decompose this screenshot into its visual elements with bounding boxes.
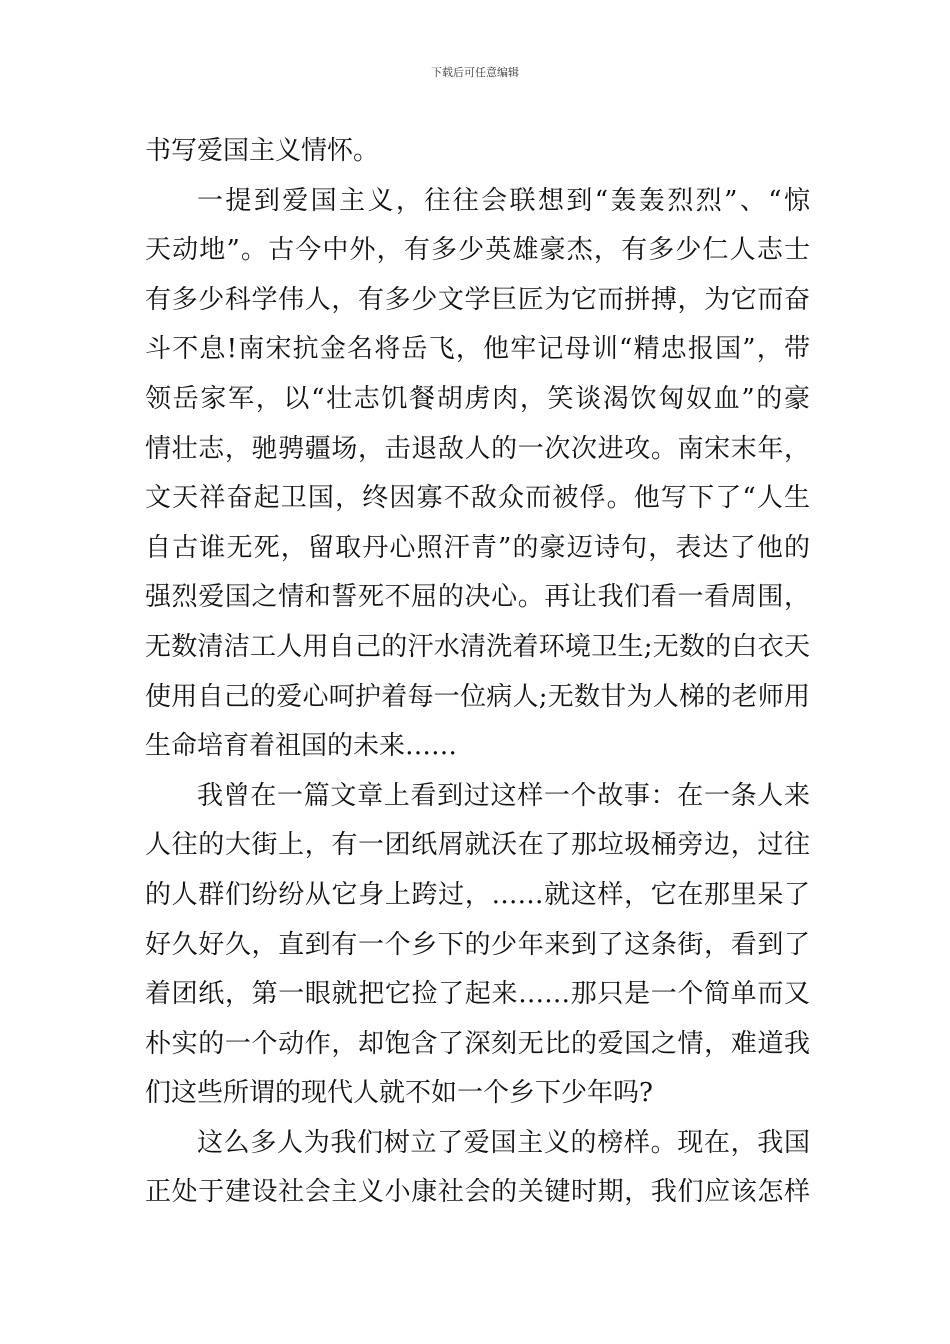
paragraph-first-line: 我曾在一篇文章上看到过这样一个故事：在一条人来 (197, 780, 810, 811)
text-line: 好久好久，直到有一个乡下的少年来到了这条街，看到了 (145, 929, 810, 960)
text-line: 斗不息!南宋抗金名将岳飞，他牢记母训“精忠报国”，带 (145, 334, 810, 365)
paragraph-first-line: 这么多人为我们树立了爱国主义的榜样。现在，我国 (197, 1127, 810, 1158)
text-line: 天动地”。古今中外，有多少英雄豪杰，有多少仁人志士 (145, 235, 810, 266)
paragraph-first-line: 一提到爱国主义，往往会联想到“轰轰烈烈”、“惊 (197, 185, 810, 216)
text-line: 自古谁无死，留取丹心照汗青”的豪迈诗句，表达了他的 (145, 532, 810, 563)
text-line: 朴实的一个动作，却饱含了深刻无比的爱国之情，难道我 (145, 1028, 810, 1059)
text-line: 生命培育着祖国的未来…… (145, 731, 458, 762)
text-line: 领岳家军，以“壮志饥餐胡虏肉，笑谈渴饮匈奴血”的豪 (145, 383, 810, 414)
text-line: 有多少科学伟人，有多少文学巨匠为它而拼搏，为它而奋 (145, 284, 810, 315)
text-line: 强烈爱国之情和誓死不屈的决心。再让我们看一看周围， (145, 582, 810, 613)
document-body (145, 131, 810, 1222)
text-line: 情壮志，驰骋疆场，击退敌人的一次次进攻。南宋末年， (145, 433, 810, 464)
text-line: 着团纸，第一眼就把它捡了起来……那只是一个简单而又 (145, 979, 810, 1010)
text-line: 文天祥奋起卫国，终因寡不敌众而被俘。他写下了“人生 (145, 483, 810, 514)
text-line: 的人群们纷纷从它身上跨过，……就这样，它在那里呆了 (145, 879, 810, 910)
text-line: 书写爱国主义情怀。 (145, 136, 380, 166)
text-line: 使用自己的爱心呵护着每一位病人;无数甘为人梯的老师用 (145, 681, 810, 712)
page-header: 下载后可任意编辑 (431, 66, 519, 79)
text-line: 人往的大街上，有一团纸屑就沃在了那垃圾桶旁边，过往 (145, 830, 810, 861)
text-line: 正处于建设社会主义小康社会的关键时期，我们应该怎样 (145, 1177, 810, 1208)
text-line: 们这些所谓的现代人就不如一个乡下少年吗? (145, 1078, 653, 1109)
text-line: 无数清洁工人用自己的汗水清洗着环境卫生;无数的白衣天 (145, 631, 810, 662)
